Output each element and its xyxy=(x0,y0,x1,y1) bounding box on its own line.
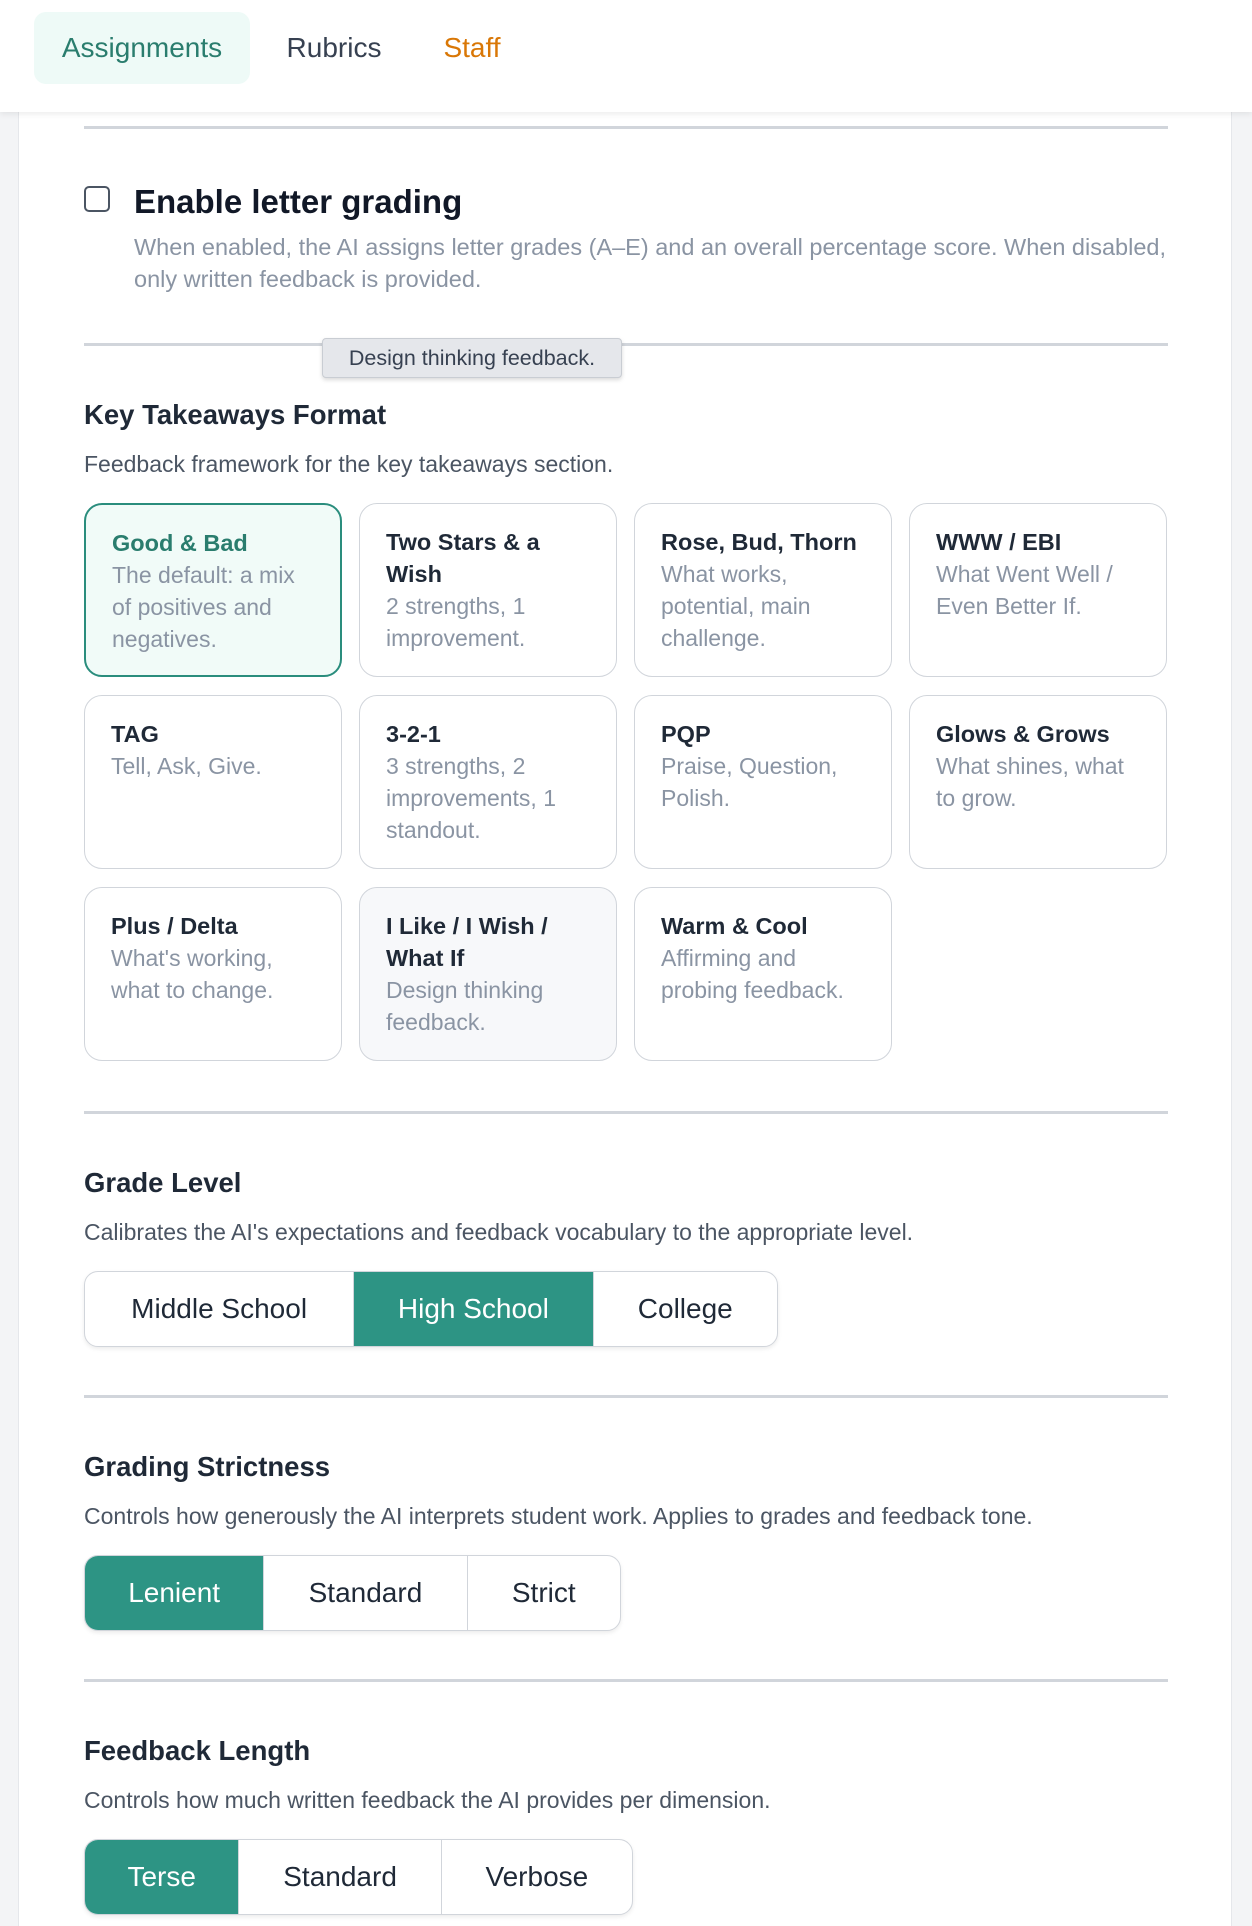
card-title: Rose, Bud, Thorn xyxy=(661,529,857,555)
card-description: What Went Well / Even Better If. xyxy=(936,561,1113,619)
strictness-option-strict[interactable]: Strict xyxy=(511,1577,576,1608)
top-nav xyxy=(0,0,1252,112)
format-card-i-like-i-wish[interactable] xyxy=(359,887,617,1061)
feedback-length-option-standard[interactable]: Standard xyxy=(239,1840,441,1914)
grade-level-description: Calibrates the AI's expectations and feedback vocabulary to the appropriate level. xyxy=(84,1219,914,1245)
divider xyxy=(84,343,1168,346)
card-description: What works, potential, main challenge. xyxy=(661,561,811,651)
format-card-3-2-1[interactable] xyxy=(359,695,617,869)
grading-strictness-description: Controls how generously the AI interprets student work. Applies to grades and feedback tone. xyxy=(84,1503,1033,1529)
card-description: Affirming and probing feedback. xyxy=(661,945,844,1003)
tooltip: Design thinking feedback. xyxy=(322,338,622,378)
grade-level-option-middle-school[interactable]: Middle School xyxy=(85,1272,354,1346)
format-card-warm-cool[interactable] xyxy=(634,887,892,1061)
format-card-rose-bud-thorn[interactable] xyxy=(634,503,892,677)
format-card-glows-grows[interactable] xyxy=(909,695,1167,869)
divider xyxy=(84,1395,1168,1398)
grade-level-option-high-school[interactable]: High School xyxy=(354,1272,593,1346)
letter-grading-checkbox[interactable] xyxy=(84,186,110,212)
format-card-good-bad[interactable] xyxy=(84,503,342,677)
feedback-length-description: Controls how much written feedback the AI provides per dimension. xyxy=(84,1787,771,1813)
key-takeaways-title: Key Takeaways Format xyxy=(84,399,387,430)
card-title: Two Stars & a Wish xyxy=(386,529,540,587)
feedback-length-title: Feedback Length xyxy=(84,1735,311,1766)
card-description: Design thinking feedback. xyxy=(386,977,544,1035)
card-description: 3 strengths, 2 improvements, 1 standout. xyxy=(386,753,557,843)
card-description: The default: a mix of positives and negatives. xyxy=(112,562,295,652)
divider xyxy=(84,1679,1168,1682)
format-card-www-ebi[interactable] xyxy=(909,503,1167,677)
tab-rubrics[interactable]: Rubrics xyxy=(286,32,382,63)
card-title: WWW / EBI xyxy=(936,529,1062,555)
grade-level-title: Grade Level xyxy=(84,1167,242,1198)
tab-staff[interactable]: Staff xyxy=(443,32,501,63)
format-card-two-stars-wish[interactable] xyxy=(359,503,617,677)
tab-assignments[interactable]: Assignments xyxy=(34,12,250,84)
grade-level-selector xyxy=(84,1271,778,1347)
strictness-option-lenient[interactable]: Lenient xyxy=(85,1556,264,1630)
letter-grading-description: When enabled, the AI assigns letter grades (A–E) and an overall percentage score. When disabled, only written feedback is provided. xyxy=(134,234,1167,292)
divider xyxy=(84,126,1168,129)
divider xyxy=(84,1111,1168,1114)
card-title: Warm & Cool xyxy=(661,913,808,939)
card-title: TAG xyxy=(111,721,159,747)
card-title: Glows & Grows xyxy=(936,721,1110,747)
key-takeaways-description: Feedback framework for the key takeaways section. xyxy=(84,451,614,477)
format-card-tag[interactable] xyxy=(84,695,342,869)
format-card-pqp[interactable] xyxy=(634,695,892,869)
card-description: Tell, Ask, Give. xyxy=(111,753,262,779)
card-title: 3-2-1 xyxy=(386,721,441,747)
card-title: I Like / I Wish / What If xyxy=(386,913,548,971)
feedback-length-selector xyxy=(84,1839,633,1915)
card-description: What's working, what to change. xyxy=(111,945,274,1003)
grading-strictness-title: Grading Strictness xyxy=(84,1451,331,1482)
card-description: 2 strengths, 1 improvement. xyxy=(386,593,526,651)
strictness-option-standard[interactable]: Standard xyxy=(264,1556,467,1630)
card-description: Praise, Question, Polish. xyxy=(661,753,838,811)
card-title: Good & Bad xyxy=(112,530,248,556)
format-card-plus-delta[interactable] xyxy=(84,887,342,1061)
feedback-length-option-verbose[interactable]: Verbose xyxy=(485,1861,589,1892)
letter-grading-title: Enable letter grading xyxy=(134,183,463,220)
card-title: Plus / Delta xyxy=(111,913,238,939)
card-title: PQP xyxy=(661,721,711,747)
card-description: What shines, what to grow. xyxy=(936,753,1124,811)
feedback-length-option-terse[interactable]: Terse xyxy=(85,1840,239,1914)
grade-level-option-college[interactable]: College xyxy=(637,1293,733,1324)
grading-strictness-selector xyxy=(84,1555,621,1631)
